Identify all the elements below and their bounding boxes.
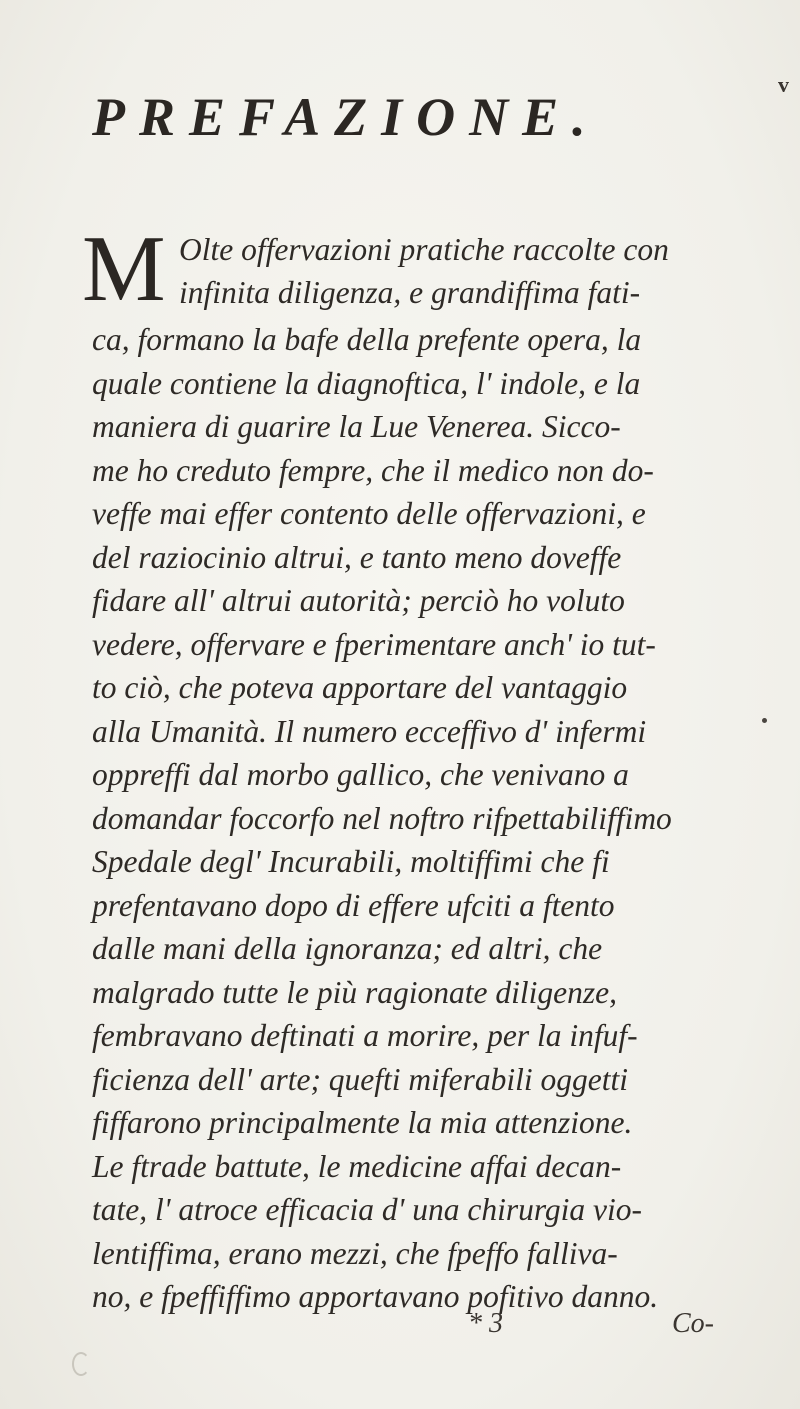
page-number: v <box>778 72 789 97</box>
text-line: fidare all' altrui autorità; perciò ho voluto <box>92 583 625 618</box>
body-text <box>92 318 732 1319</box>
first-line: Olte offervazioni pratiche raccolte con <box>179 232 669 267</box>
paper-smudge <box>72 1352 90 1376</box>
text-line: quale contiene la diagnoftica, l' indole, e la <box>92 365 641 401</box>
text-line: domandar foccorfo nel noftro rifpettabiliffimo <box>92 800 672 836</box>
text-line: no, e fpeffiffimo apportavano pofitivo danno. <box>92 1279 659 1314</box>
drop-cap: M <box>82 217 166 321</box>
text-line: fiffarono principalmente la mia attenzione. <box>92 1105 633 1140</box>
text-line: maniera di guarire la Lue Venerea. Sicco- <box>92 409 621 444</box>
text-line: vedere, offervare e fperimentare anch' io tut- <box>92 626 656 662</box>
text-line: me ho creduto fempre, che il medico non do- <box>92 452 654 488</box>
text-line: Spedale degl' Incurabili, moltiffimi che fi <box>92 844 610 879</box>
text-line: alla Umanità. Il numero ecceffivo d' infermi <box>92 713 647 749</box>
page-title: PREFAZIONE. <box>92 87 600 147</box>
text-line: malgrado tutte le più ragionate diligenze, <box>92 974 617 1010</box>
text-line: oppreffi dal morbo gallico, che venivano a <box>92 757 629 792</box>
text-line: tate, l' atroce efficacia d' una chirurgia vio- <box>92 1192 643 1227</box>
text-line: fembravano deftinati a morire, per la infuf- <box>92 1018 638 1053</box>
text-line: prefentavano dopo di effere ufciti a ftento <box>92 887 615 923</box>
text-line: veffe mai effer contento delle offervazioni, e <box>92 496 646 531</box>
page-footer <box>0 1308 800 1358</box>
second-line: infinita diligenza, e grandiffima fati- <box>179 275 641 310</box>
text-line: to ciò, che poteva apportare del vantaggio <box>92 670 628 705</box>
text-line: dalle mani della ignoranza; ed altri, che <box>92 931 603 966</box>
text-line: Le ftrade battute, le medicine affai decan- <box>92 1148 622 1184</box>
signature-mark: * 3 <box>468 1308 503 1339</box>
text-line: ficienza dell' arte; quefti miferabili oggetti <box>92 1061 629 1097</box>
margin-mark <box>762 718 767 723</box>
text-line: ca, formano la bafe della prefente opera, la <box>92 322 642 357</box>
text-line: lentiffima, erano mezzi, che fpeffo falliva- <box>92 1235 618 1271</box>
catchword: Co- <box>672 1308 714 1339</box>
text-line: del raziocinio altrui, e tanto meno doveffe <box>92 539 622 575</box>
